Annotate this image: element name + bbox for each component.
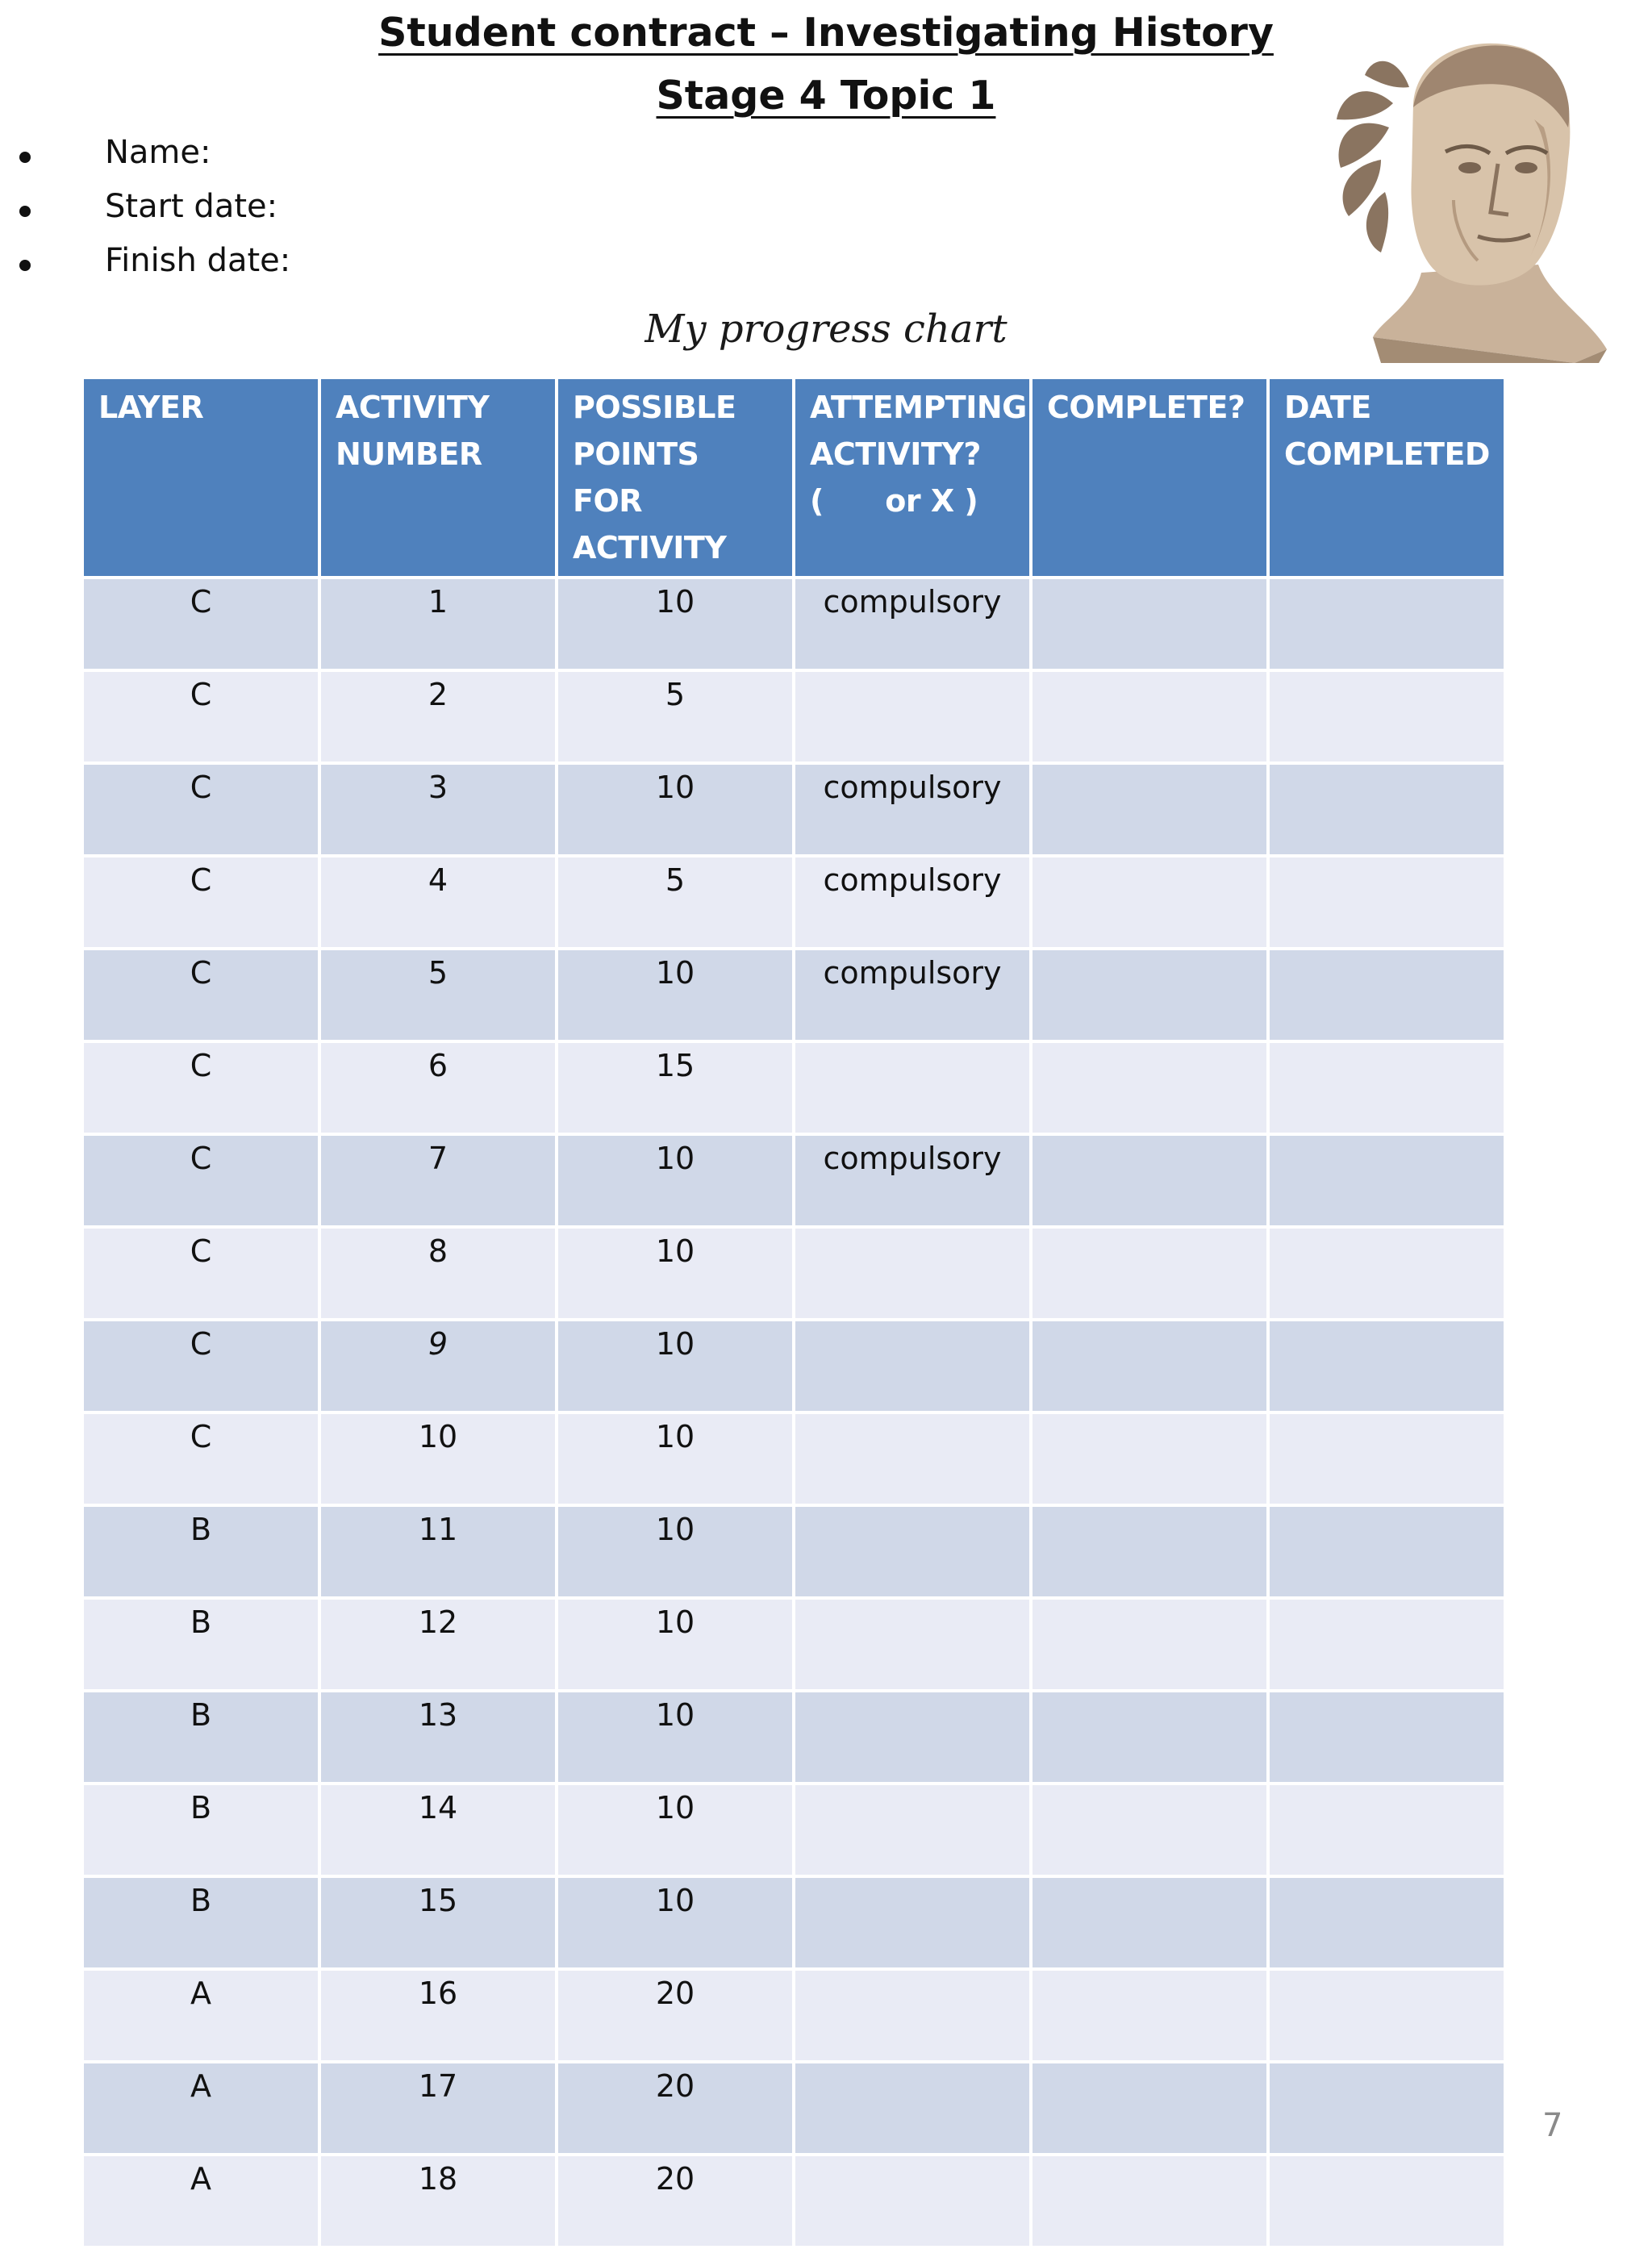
layer-cell: C (82, 670, 319, 763)
complete-cell[interactable] (1031, 949, 1268, 1041)
layer-cell: A (82, 2155, 319, 2247)
activity-number-cell: 5 (319, 949, 557, 1041)
points-cell: 20 (557, 1969, 794, 2062)
table-row (82, 1134, 1505, 1227)
date-completed-cell[interactable] (1268, 1598, 1505, 1691)
date-completed-cell[interactable] (1268, 1041, 1505, 1134)
table-row (82, 1412, 1505, 1505)
points-cell: 10 (557, 1412, 794, 1505)
layer-cell: B (82, 1598, 319, 1691)
table-header-row (82, 378, 1505, 578)
points-cell: 10 (557, 1227, 794, 1320)
attempting-cell[interactable] (794, 1969, 1031, 2062)
possible-points-column-header: POSSIBLE POINTS FOR ACTIVITY (557, 378, 794, 578)
activity-number-cell: 8 (319, 1227, 557, 1320)
points-cell: 10 (557, 1691, 794, 1784)
activity-number-cell: 10 (319, 1412, 557, 1505)
complete-cell[interactable] (1031, 670, 1268, 763)
page-number: 7 (1542, 2107, 1563, 2144)
attempting-cell[interactable] (794, 1505, 1031, 1598)
table-row (82, 1691, 1505, 1784)
table-row (82, 1505, 1505, 1598)
points-cell: 20 (557, 2062, 794, 2155)
table-row (82, 1598, 1505, 1691)
layer-cell: B (82, 1691, 319, 1784)
date-completed-cell[interactable] (1268, 1320, 1505, 1412)
date-completed-cell[interactable] (1268, 856, 1505, 949)
date-completed-cell[interactable] (1268, 763, 1505, 856)
activity-number-cell: 6 (319, 1041, 557, 1134)
layer-cell: C (82, 949, 319, 1041)
activity-number-cell: 13 (319, 1691, 557, 1784)
complete-cell[interactable] (1031, 856, 1268, 949)
activity-number-cell: 17 (319, 2062, 557, 2155)
page-subtitle: Stage 4 Topic 1 (656, 73, 996, 119)
points-cell: 10 (557, 1784, 794, 1876)
layer-cell: C (82, 1041, 319, 1134)
complete-cell[interactable] (1031, 1598, 1268, 1691)
attempting-cell[interactable] (794, 2155, 1031, 2247)
points-cell: 20 (557, 2155, 794, 2247)
activity-number-cell: 2 (319, 670, 557, 763)
table-row (82, 1969, 1505, 2062)
complete-column-header: COMPLETE? (1031, 378, 1268, 578)
complete-cell[interactable] (1031, 1505, 1268, 1598)
complete-cell[interactable] (1031, 763, 1268, 856)
progress-chart-caption: My progress chart (645, 307, 1007, 352)
layer-cell: A (82, 2062, 319, 2155)
date-completed-cell[interactable] (1268, 578, 1505, 670)
complete-cell[interactable] (1031, 2155, 1268, 2247)
date-completed-column-header: DATE COMPLETED (1268, 378, 1505, 578)
layer-cell: C (82, 1320, 319, 1412)
layer-cell: C (82, 1134, 319, 1227)
table-row (82, 1876, 1505, 1969)
table-row (82, 763, 1505, 856)
date-completed-cell[interactable] (1268, 1969, 1505, 2062)
attempting-cell[interactable] (794, 1784, 1031, 1876)
layer-cell: C (82, 578, 319, 670)
layer-cell: B (82, 1505, 319, 1598)
date-completed-cell[interactable] (1268, 949, 1505, 1041)
attempting-cell[interactable]: compulsory (794, 856, 1031, 949)
start-date-field-label: Start date: (105, 188, 278, 225)
points-cell: 5 (557, 670, 794, 763)
table-row (82, 1041, 1505, 1134)
layer-cell: C (82, 1412, 319, 1505)
complete-cell[interactable] (1031, 1969, 1268, 2062)
activity-number-cell: 9 (319, 1320, 557, 1412)
activity-number-cell: 16 (319, 1969, 557, 2062)
attempting-cell[interactable] (794, 1691, 1031, 1784)
points-cell: 10 (557, 1134, 794, 1227)
bullet-icon (19, 260, 31, 271)
bullet-icon (19, 206, 31, 217)
points-cell: 10 (557, 1598, 794, 1691)
activity-number-cell: 3 (319, 763, 557, 856)
activity-number-cell: 18 (319, 2155, 557, 2247)
attempting-cell[interactable] (794, 1320, 1031, 1412)
points-cell: 10 (557, 1876, 794, 1969)
layer-cell: C (82, 1227, 319, 1320)
attempting-cell[interactable] (794, 1598, 1031, 1691)
page-title: Student contract – Investigating History (378, 10, 1274, 56)
activity-number-cell: 12 (319, 1598, 557, 1691)
date-completed-cell[interactable] (1268, 1784, 1505, 1876)
complete-cell[interactable] (1031, 1412, 1268, 1505)
attempting-cell[interactable]: compulsory (794, 1134, 1031, 1227)
activity-number-column-header: ACTIVITY NUMBER (319, 378, 557, 578)
attempting-cell[interactable]: compulsory (794, 578, 1031, 670)
complete-cell[interactable] (1031, 1876, 1268, 1969)
complete-cell[interactable] (1031, 1134, 1268, 1227)
attempting-activity-column-header: ATTEMPTING ACTIVITY? ( or X ) (794, 378, 1031, 578)
table-row (82, 670, 1505, 763)
complete-cell[interactable] (1031, 1691, 1268, 1784)
date-completed-cell[interactable] (1268, 1134, 1505, 1227)
activity-number-cell: 15 (319, 1876, 557, 1969)
progress-table (81, 376, 1507, 2249)
activity-number-cell: 1 (319, 578, 557, 670)
date-completed-cell[interactable] (1268, 2155, 1505, 2247)
complete-cell[interactable] (1031, 2062, 1268, 2155)
finish-date-field-label: Finish date: (105, 242, 291, 279)
date-completed-cell[interactable] (1268, 1505, 1505, 1598)
activity-number-cell: 11 (319, 1505, 557, 1598)
attempting-cell[interactable] (794, 1227, 1031, 1320)
date-completed-cell[interactable] (1268, 1876, 1505, 1969)
attempting-cell[interactable] (794, 1412, 1031, 1505)
activity-number-cell: 14 (319, 1784, 557, 1876)
attempting-cell[interactable] (794, 670, 1031, 763)
points-cell: 10 (557, 763, 794, 856)
name-field-label: Name: (105, 134, 211, 171)
date-completed-cell[interactable] (1268, 670, 1505, 763)
table-row (82, 1227, 1505, 1320)
table-row (82, 2155, 1505, 2247)
points-cell: 15 (557, 1041, 794, 1134)
date-completed-cell[interactable] (1268, 1227, 1505, 1320)
points-cell: 10 (557, 1505, 794, 1598)
complete-cell[interactable] (1031, 1784, 1268, 1876)
attempting-cell[interactable]: compulsory (794, 763, 1031, 856)
activity-number-cell: 7 (319, 1134, 557, 1227)
layer-cell: B (82, 1876, 319, 1969)
complete-cell[interactable] (1031, 1227, 1268, 1320)
layer-cell: C (82, 763, 319, 856)
layer-column-header: LAYER (82, 378, 319, 578)
table-row (82, 949, 1505, 1041)
layer-cell: C (82, 856, 319, 949)
complete-cell[interactable] (1031, 578, 1268, 670)
attempting-cell[interactable] (794, 1041, 1031, 1134)
activity-number-cell: 4 (319, 856, 557, 949)
date-completed-cell[interactable] (1268, 1412, 1505, 1505)
date-completed-cell[interactable] (1268, 2062, 1505, 2155)
attempting-cell[interactable]: compulsory (794, 949, 1031, 1041)
points-cell: 10 (557, 949, 794, 1041)
layer-cell: B (82, 1784, 319, 1876)
table-row (82, 1320, 1505, 1412)
date-completed-cell[interactable] (1268, 1691, 1505, 1784)
bullet-icon (19, 152, 31, 163)
attempting-cell[interactable] (794, 2062, 1031, 2155)
table-row (82, 1784, 1505, 1876)
table-row (82, 856, 1505, 949)
complete-cell[interactable] (1031, 1320, 1268, 1412)
layer-cell: A (82, 1969, 319, 2062)
points-cell: 10 (557, 1320, 794, 1412)
points-cell: 10 (557, 578, 794, 670)
attempting-cell[interactable] (794, 1876, 1031, 1969)
points-cell: 5 (557, 856, 794, 949)
complete-cell[interactable] (1031, 1041, 1268, 1134)
table-row (82, 578, 1505, 670)
table-row (82, 2062, 1505, 2155)
